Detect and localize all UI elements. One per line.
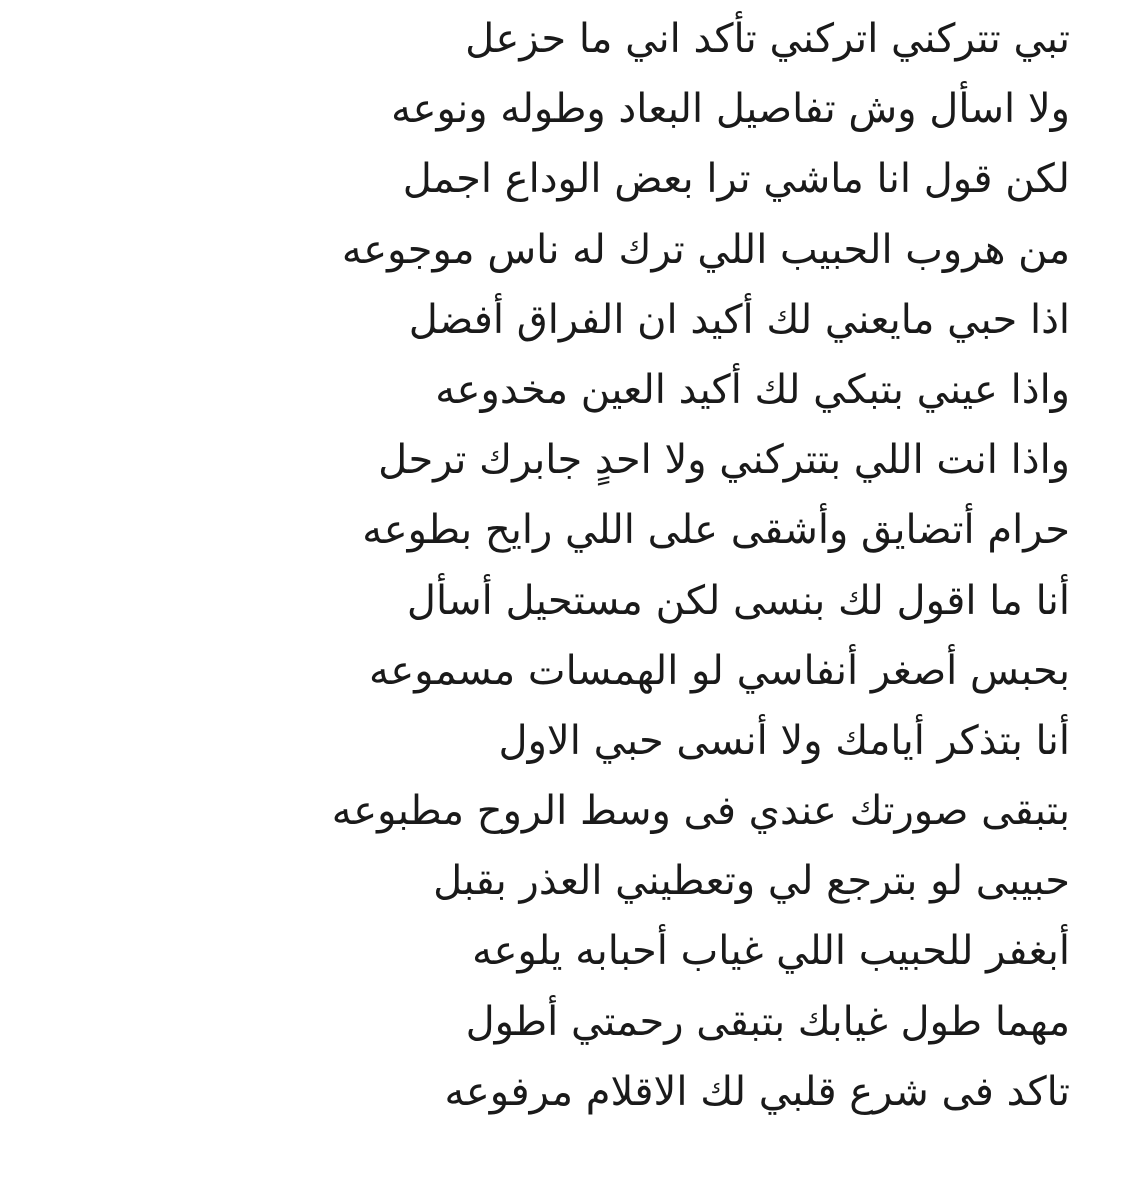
poem-line: واذا انت اللي بتتركني ولا احدٍ جابرك ترحل — [378, 437, 1070, 484]
poem-line: اذا حبي مايعني لك أكيد ان الفراق أفضل — [408, 296, 1070, 343]
poem-line: أنا بتذكر أيامك ولا أنسى حبي الاول — [498, 717, 1070, 764]
poem-line: واذا عيني بتبكي لك أكيد العين مخدوعه — [435, 366, 1070, 413]
poem-line: حرام أتضايق وأشقى على اللي رايح بطوعه — [362, 507, 1070, 554]
poem-line: بتبقى صورتك عندي فى وسط الروح مطبوعه — [331, 788, 1070, 835]
poem-line: تبي تتركني اتركني تأكد اني ما حزعل — [465, 16, 1070, 62]
poem-line: ولا اسأل وش تفاصيل البعاد وطوله ونوعه — [391, 86, 1070, 133]
poem-line: مهما طول غيابك بتبقى رحمتي أطول — [465, 998, 1070, 1045]
poem-line: بحبس أصغر أنفاسي لو الهمسات مسموعه — [368, 647, 1070, 694]
poem-text — [70, 4, 1070, 1127]
poem-line: حبيبى لو بترجع لي وتعطيني العذر بقبل — [433, 858, 1070, 905]
poem-line: أبغفر للحبيب اللي غياب أحبابه يلوعه — [472, 928, 1070, 975]
poem-line: لكن قول انا ماشي ترا بعض الوداع اجمل — [402, 156, 1070, 203]
poem-line: أنا ما اقول لك بنسى لكن مستحيل أسأل — [406, 577, 1070, 624]
poem-line: تاكد فى شرع قلبي لك الاقلام مرفوعه — [444, 1068, 1070, 1115]
poem-line: من هروب الحبيب اللي ترك له ناس موجوعه — [341, 226, 1070, 273]
